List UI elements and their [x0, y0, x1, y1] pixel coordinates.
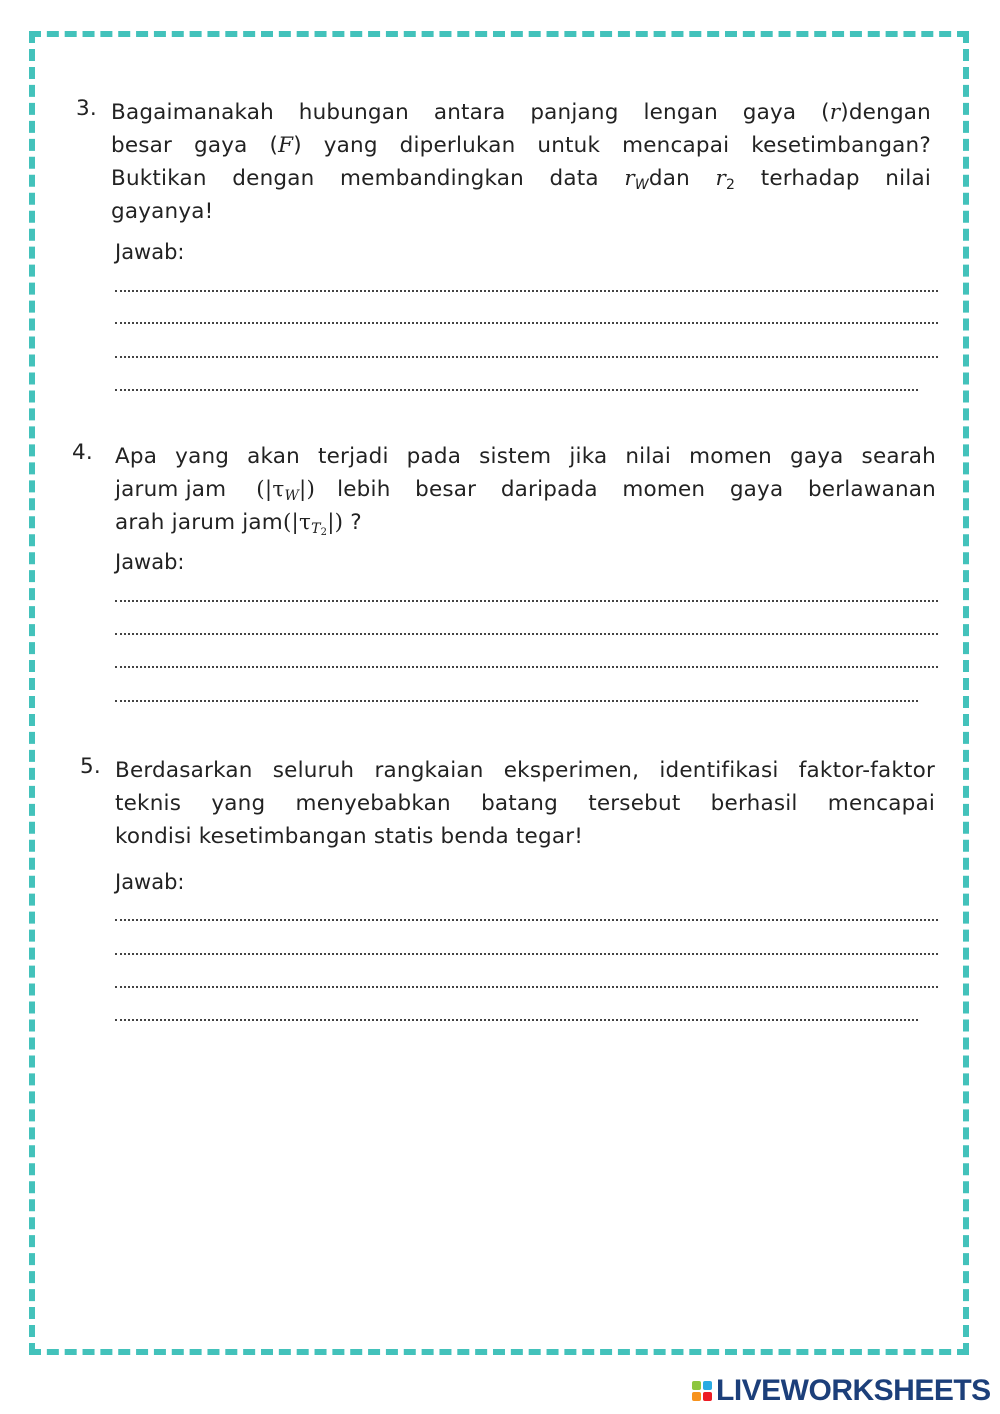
question-number: 3.	[76, 96, 97, 121]
answer-line[interactable]	[115, 919, 938, 921]
answer-line[interactable]	[115, 322, 938, 324]
q3-line-1: Bagaimanakah hubungan antara panjang lengan gaya (r)dengan	[111, 100, 931, 125]
answer-line[interactable]	[115, 600, 938, 602]
q5-line-1: Berdasarkan seluruh rangkaian eksperimen, identifikasi faktor-faktor	[115, 758, 935, 783]
answer-line[interactable]	[115, 1019, 918, 1021]
answer-line[interactable]	[115, 700, 918, 702]
q5-line-3: kondisi kesetimbangan statis benda tegar!	[115, 824, 584, 849]
brand-name: LIVEWORKSHEETS	[716, 1374, 991, 1407]
answer-line[interactable]	[115, 633, 938, 635]
answer-label-5: Jawab:	[115, 870, 185, 894]
question-number: 5.	[80, 754, 101, 779]
answer-line[interactable]	[115, 290, 938, 292]
answer-line[interactable]	[115, 666, 938, 668]
q4-line-1: Apa yang akan terjadi pada sistem jika nilai momen gaya searah	[115, 444, 936, 469]
answer-label-3: Jawab:	[115, 240, 185, 264]
answer-label-4: Jawab:	[115, 550, 185, 574]
q4-line-2: jarum jam $(|\tau_W|)$ lebih besar daripada momen gaya berlawanan	[115, 477, 936, 504]
answer-line[interactable]	[115, 953, 938, 955]
q3-line-3: Buktikan dengan membandingkan data $r_Wdan$ $r_2$ terhadap nilai	[111, 166, 932, 193]
answer-line[interactable]	[115, 986, 938, 988]
question-number: 4.	[72, 440, 93, 465]
q3-line-2: besar gaya (F) yang diperlukan untuk mencapai kesetimbangan?	[111, 133, 931, 158]
q3-line-4: gayanya!	[111, 199, 214, 224]
answer-line[interactable]	[115, 389, 918, 391]
liveworksheets-logo	[692, 1376, 991, 1406]
answer-line[interactable]	[115, 356, 938, 358]
liveworksheets-logo-icon	[692, 1381, 712, 1401]
q5-line-2: teknis yang menyebabkan batang tersebut berhasil mencapai	[115, 791, 935, 816]
q4-line-3: arah jarum $jam(|\tau_{T2}|)$ ?	[115, 510, 362, 538]
